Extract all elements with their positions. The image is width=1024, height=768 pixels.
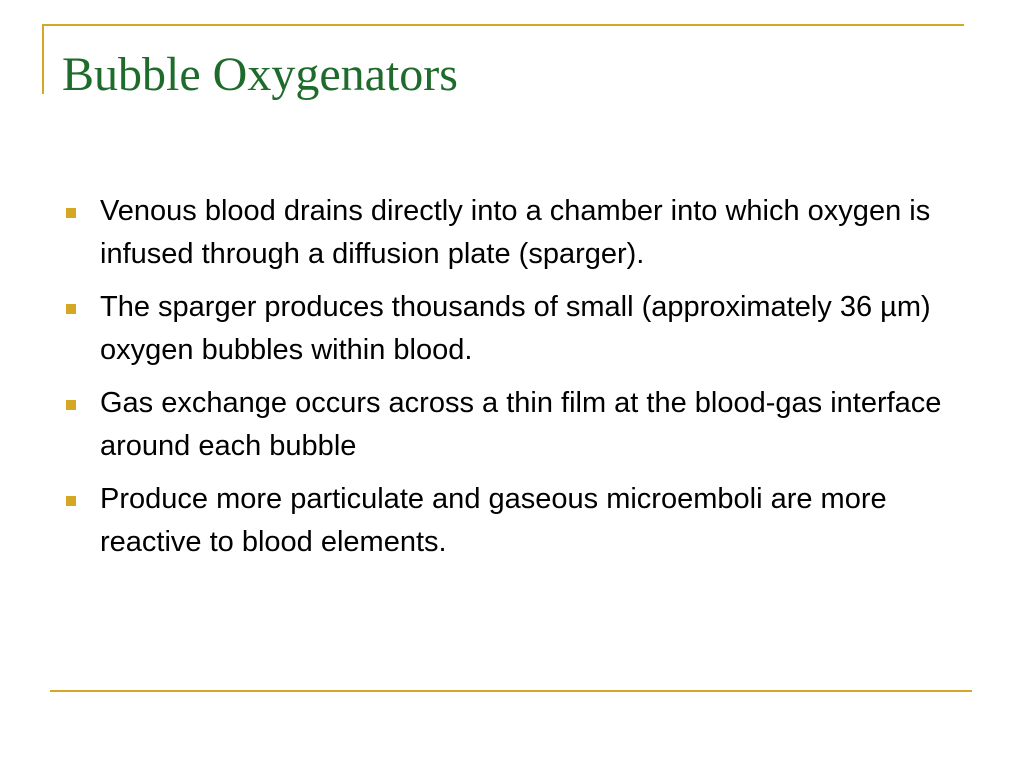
left-rule — [42, 24, 44, 94]
bullet-list — [64, 190, 964, 574]
square-bullet-icon — [66, 400, 76, 410]
bullet-text: Venous blood drains directly into a chamber into which oxygen is infused through a diffusion plate (sparger). — [100, 195, 931, 270]
square-bullet-icon — [66, 208, 76, 218]
bullet-item — [64, 286, 964, 372]
square-bullet-icon — [66, 496, 76, 506]
bullet-text: Gas exchange occurs across a thin film at the blood-gas interface around each bubble — [100, 387, 942, 462]
top-rule — [42, 24, 964, 26]
bullet-text: Produce more particulate and gaseous microemboli are more reactive to blood elements. — [100, 483, 887, 558]
bullet-text: The sparger produces thousands of small (approximately 36 µm) oxygen bubbles within blood. — [100, 291, 931, 366]
slide-title: Bubble Oxygenators — [62, 48, 458, 101]
bottom-rule — [50, 690, 972, 692]
bullet-item — [64, 190, 964, 276]
bullet-item — [64, 478, 964, 564]
square-bullet-icon — [66, 304, 76, 314]
bullet-item — [64, 382, 964, 468]
